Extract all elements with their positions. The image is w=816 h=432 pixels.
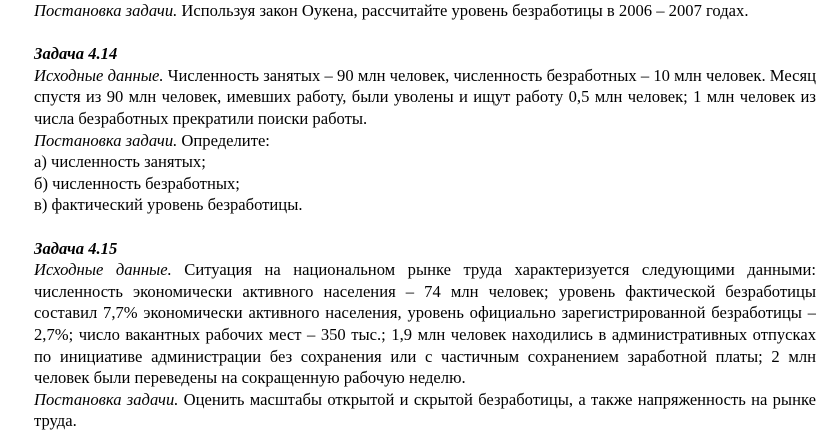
task-4-14-task-text: Определите: xyxy=(177,130,270,150)
task-4-14-item-b: б) численность безработных; xyxy=(34,173,240,193)
task-4-14-title-text: Задача 4.14 xyxy=(34,44,118,64)
task-4-14-data-label: Исходные данные. xyxy=(34,65,164,85)
intro-paragraph xyxy=(0,0,816,22)
task-4-14-task-paragraph xyxy=(0,130,816,152)
task-4-15-data-label: Исходные данные. xyxy=(34,260,172,280)
task-4-15-task-text: Оценить масштабы открытой и скрытой безработицы, а также напряженность на рынке труда. xyxy=(34,389,816,431)
task-4-15-title xyxy=(0,238,816,260)
blank-line xyxy=(0,216,816,238)
intro-text: Используя закон Оукена, рассчитайте уровень безработицы в 2006 – 2007 годах. xyxy=(177,1,749,20)
task-4-15-task-paragraph xyxy=(0,389,816,432)
blank-line xyxy=(0,22,816,44)
task-4-15-data-text: Ситуация на национальном рынке труда характеризуется следующими данными: численность экономически активного населения – 74 млн человек; уровень фактической безработицы составил 7,7% экономически активного населения, уровень официально зарегистрированной безработицы – 2,7%; число вакантных рабочих мест – 350 тыс.; 1,9 млн человек находились в административных отпусках по инициативе администрации без сохранения или с частичным сохранением заработной платы; 2 млн человек были переведены на сокращенную рабочую неделю. xyxy=(34,260,816,388)
intro-label: Постановка задачи. xyxy=(34,1,178,20)
task-4-15-task-label: Постановка задачи. xyxy=(34,389,179,409)
task-4-14-data-text: Численность занятых – 90 млн человек, численность безработных – 10 млн человек. Месяц спустя из 90 млн человек, имевших работу, были уволены и ищут работу 0,5 млн человек; 1 млн человек из числа безработных прекратили поиски работы. xyxy=(34,65,816,128)
task-4-14-data-paragraph xyxy=(0,65,816,130)
task-4-14-title xyxy=(0,43,816,65)
task-4-15-title-text: Задача 4.15 xyxy=(34,238,118,258)
task-4-15-data-paragraph xyxy=(0,259,816,389)
task-4-14-item-c: в) фактический уровень безработицы. xyxy=(34,195,303,215)
task-4-14-item-a: а) численность занятых; xyxy=(34,152,206,172)
task-4-14-task-label: Постановка задачи. xyxy=(34,130,178,150)
